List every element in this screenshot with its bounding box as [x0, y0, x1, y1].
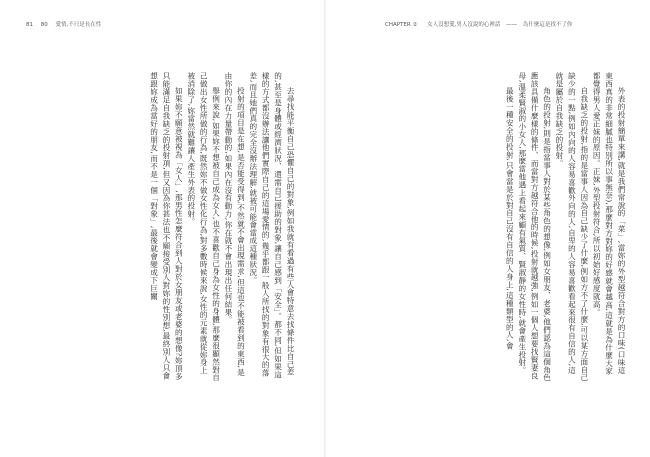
- chapter-title: 女人沒想愛,男人沒說的心裡話: [427, 22, 501, 28]
- section-title: 為什麼這是找不了你: [522, 22, 573, 28]
- right-page: [325, 0, 650, 457]
- paragraph: 去尋找能平衡自己恐懼自己的對象,例如我就有看過有些人會特意去找條件比自己差的,甚至是身體或經濟狀況、還需自己援助的對象,讓自己感到「安全」。都不同,但如果這樣的方式都沒辦法讓他們實際自己的這場愛情的,幾乎都跟一般人所找的對象有很大的落差,而且她們真的完全沒辦法理解,就被可能會當成這種狀況。: [248, 72, 295, 379]
- left-running-number: 80: [40, 22, 48, 28]
- paragraph: 自我缺乏的投射,指的是當事人因為自己缺少了什麼,例如方不了什麼,可以某方面自己缺少的一點,例如內向的人容易喜歡外向的人,自卑的人容易喜歡看起來很有自信的人,這就是屬於自我缺乏的投射。: [554, 72, 589, 382]
- paragraph: 投射的項目是在想,是否能受得到,不然就不會出現需求,但這也不能被看到的東西,是由你的內在力量帶動的,如果內在沒有動力,你在就不會出現出任何結果。: [223, 72, 246, 377]
- right-body-text: [345, 72, 627, 382]
- chapter-label: CHAPTER ②: [385, 22, 418, 28]
- paragraph: 角色的投射,則是指當事人對於某些角色的想像,例如女朋友、老婆,他們認為這個角色應該具備什麼樣的條件、而當對方越符合他的時候,投射就越強,例如一個人想要找賢妻良母,溫柔賢淑的小女人,那麼當他遇上看起來顧有氣質、賢淑靜的女性時,就會產生投射。: [517, 72, 552, 382]
- left-body-text: [36, 72, 296, 382]
- paragraph: 舉例來說,如果妳不想被自己成為女人,也不喜歡自己身為女性的身體,那麼很顯然對自己做出女性所做的行為,既然妳不做女性化行為,對多數時候來說,女性的元素就從妳身上被消除了,妳當然就難讓人產生外表的投射。: [186, 72, 221, 382]
- paragraph: 如果妳不願意被視為「女人」,那男性怎麼符合到人對於女朋友或老婆的想像?妳頂多只能滿足自我缺乏的投射項,但又因為你甚法也不願接受別人對妳的性別想,最終別人只會想跟妳成為當好的朋友,而不是一個「對象」,最後就會變成下巨關: [149, 72, 184, 381]
- left-running-header: [26, 20, 101, 28]
- right-running-header: CHAPTER ② 女人沒想愛,男人沒說的心裡話 —— 為什麼這是找不了你: [385, 22, 573, 28]
- left-running-title: 愛情,不只是長在性: [55, 22, 102, 28]
- paragraph: 外表的投射簡單來講,就是我們常說的「菜」,當妳的外型越符合對方的口味(口味這東西真的非常細膩也特別所以事無奈),那麼對方對妳的好感就會越高,這就是為什麼大家都覺得男人愛正妹的原因。正妹,外型投射符合,所以初始好感度就高。: [592, 72, 626, 375]
- paragraph: 最後一種安全的投射,只會當是於對自己沒有自信的人身上,這種類型的人,會: [505, 87, 515, 350]
- left-page-number: 81: [26, 22, 33, 28]
